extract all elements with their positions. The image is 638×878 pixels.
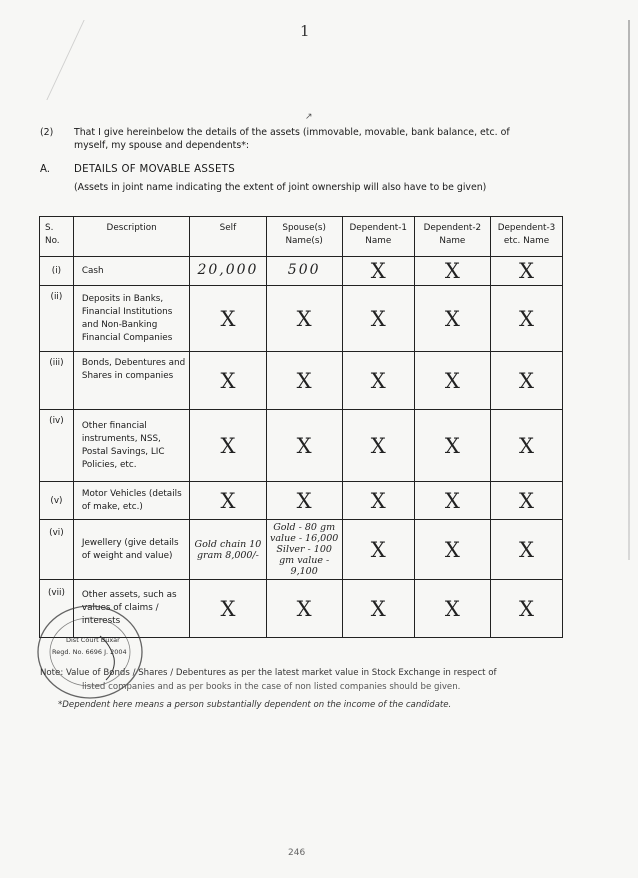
row-sno: (vii) [40,580,74,638]
svg-text:Regd. No. 6696 J. 2004: Regd. No. 6696 J. 2004 [52,648,127,656]
cross-mark: X [190,580,266,638]
cross-mark: X [266,410,342,482]
header-spouse: Spouse(s) Name(s) [266,217,342,257]
cash-self-value: 20,000 [190,257,266,286]
note-line-2: listed companies and as per books in the case of non listed companies should be given. [82,682,461,692]
handwritten-page-marker: 1 [300,22,310,40]
cross-mark: X [414,520,490,580]
row-sno: (ii) [40,286,74,352]
table-row [40,410,563,482]
row-sno: (iii) [40,352,74,410]
cross-mark: X [490,257,562,286]
tick-mark: ↗ [305,112,313,122]
row-sno: (i) [40,257,74,286]
table-row [40,580,563,638]
cross-mark: X [490,520,562,580]
header-description: Description [73,217,189,257]
svg-text:Dist Court Buxar: Dist Court Buxar [66,636,120,644]
row-description: Other assets, such as values of claims / interests [73,580,189,638]
cross-mark: X [342,257,414,286]
paper-fold-mark [0,20,85,100]
paragraph-number: (2) [40,127,54,138]
note-line-1: Note: Value of Bonds / Shares / Debentures as per the latest market value in Stock Exchange in respect of [40,668,497,678]
row-sno: (iv) [40,410,74,482]
cross-mark: X [342,482,414,520]
header-sno: S. No. [40,217,74,257]
cash-spouse-value: 500 [266,257,342,286]
row-description: Motor Vehicles (details of make, etc.) [73,482,189,520]
row-sno: (v) [40,482,74,520]
row-description: Bonds, Debentures and Shares in companies [73,352,189,410]
cross-mark: X [414,286,490,352]
cross-mark: X [342,520,414,580]
cross-mark: X [266,352,342,410]
cross-mark: X [414,257,490,286]
jewellery-self-handwritten: Gold chain 10 gram 8,000/- [190,520,266,580]
table-row [40,520,563,580]
cross-mark: X [266,482,342,520]
row-description: Other financial instruments, NSS, Postal Savings, LIC Policies, etc. [73,410,189,482]
header-dependent-2: Dependent-2 Name [414,217,490,257]
header-dependent-1: Dependent-1 Name [342,217,414,257]
cross-mark: X [190,352,266,410]
section-note: (Assets in joint name indicating the extent of joint ownership will also have to be given) [74,182,487,193]
cross-mark: X [490,482,562,520]
cross-mark: X [190,410,266,482]
cross-mark: X [266,286,342,352]
table-row [40,352,563,410]
cross-mark: X [342,410,414,482]
table-row [40,257,563,286]
cross-mark: X [414,580,490,638]
page-number: 246 [288,848,306,858]
cross-mark: X [490,410,562,482]
section-title: DETAILS OF MOVABLE ASSETS [74,164,235,175]
row-description: Cash [73,257,189,286]
cross-mark: X [342,580,414,638]
cross-mark: X [342,352,414,410]
header-dependent-3: Dependent-3 etc. Name [490,217,562,257]
row-description: Jewellery (give details of weight and value) [73,520,189,580]
movable-assets-table [39,216,563,638]
cross-mark: X [190,286,266,352]
dependent-footnote: *Dependent here means a person substantially dependent on the income of the candidate. [58,700,452,710]
table-row [40,482,563,520]
cross-mark: X [190,482,266,520]
cross-mark: X [490,352,562,410]
cross-mark: X [490,580,562,638]
header-self: Self [190,217,266,257]
cross-mark: X [414,352,490,410]
paragraph-line-1: That I give hereinbelow the details of the assets (immovable, movable, bank balance, etc. of [74,127,510,138]
table-header-row [40,217,563,257]
table-row [40,286,563,352]
paragraph-line-2: myself, my spouse and dependents*: [74,140,250,151]
cross-mark: X [490,286,562,352]
section-letter: A. [40,164,51,175]
jewellery-spouse-handwritten: Gold - 80 gm value - 16,000 Silver - 100 gm value - 9,100 [266,520,342,580]
scan-edge-shadow [628,20,630,560]
cross-mark: X [266,580,342,638]
cross-mark: X [342,286,414,352]
cross-mark: X [414,410,490,482]
cross-mark: X [414,482,490,520]
row-sno: (vi) [40,520,74,580]
row-description: Deposits in Banks, Financial Institutions and Non-Banking Financial Companies [73,286,189,352]
